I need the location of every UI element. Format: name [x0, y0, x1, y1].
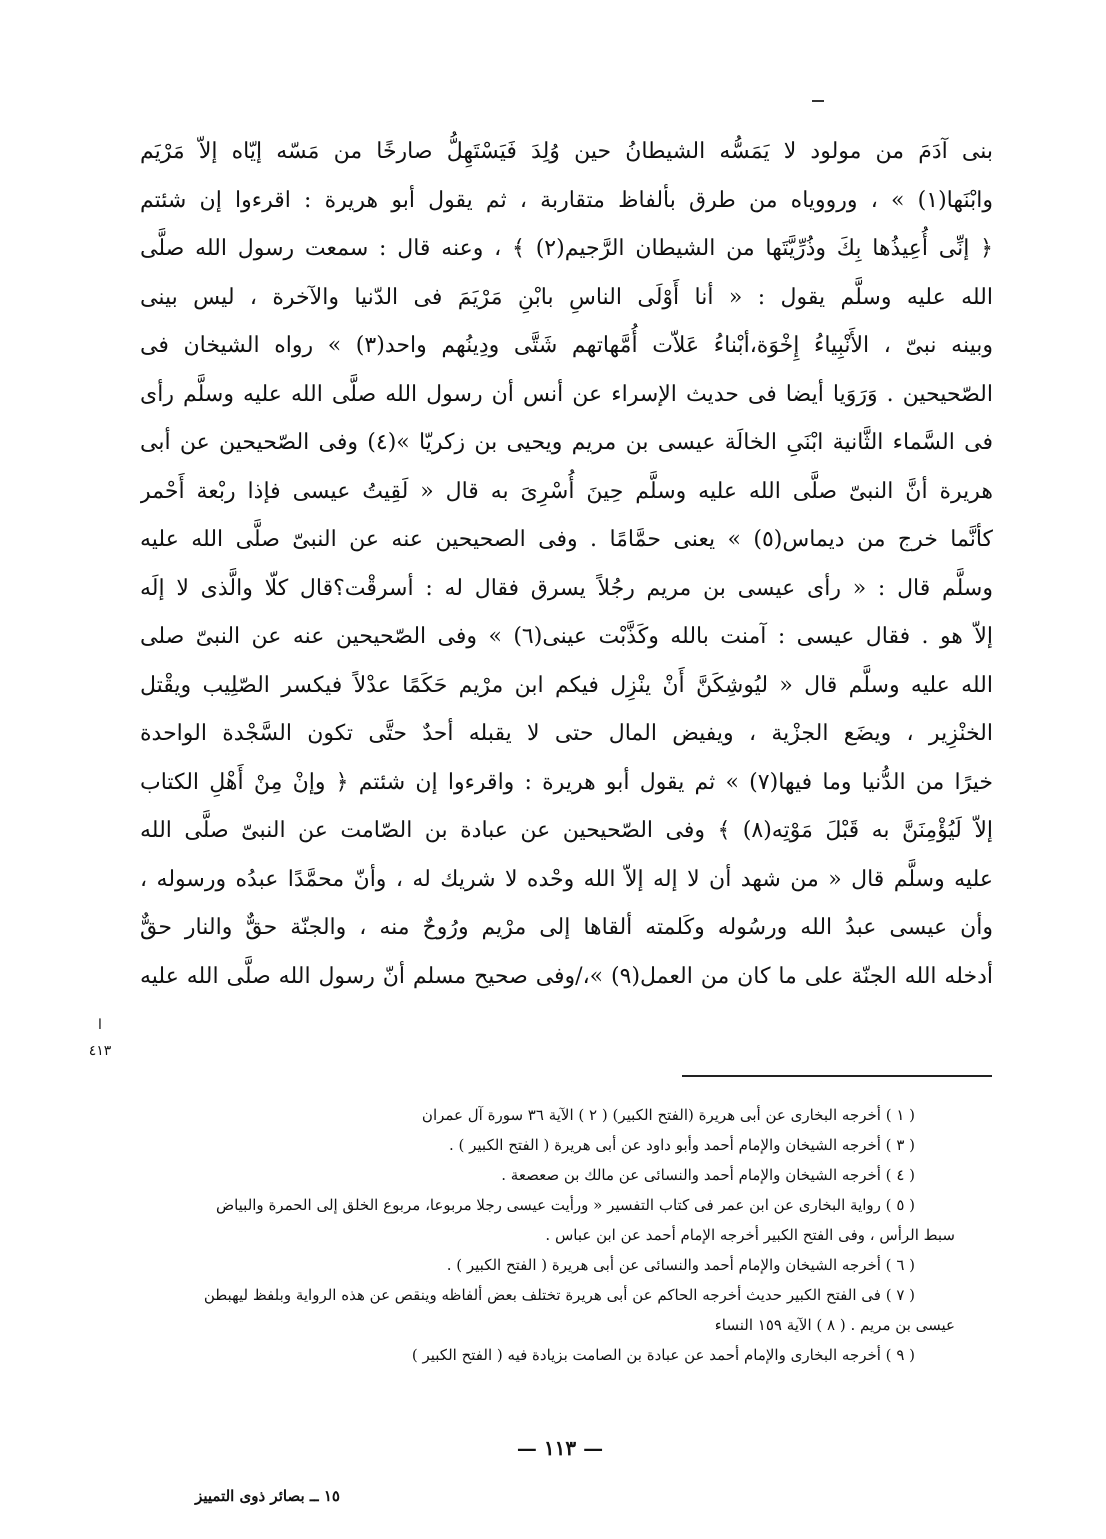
footnote: ( ٥ ) رواية البخارى عن ابن عمر فى كتاب التفسير « ورأيت عيسى رجلا مربوعا، مربوع الخلق إلى الحمرة والبياض	[215, 1196, 915, 1214]
text-line: بنى آدَمَ من مولود لا يَمَسُّه الشيطانُ حين وُلِدَ فَيَسْتَهِلُّ صارخًا من مَسّه إيّاه إلاّ مَرْيَم	[140, 139, 993, 164]
text-line: وسلَّم قال : « رأى عيسى بن مريم رجُلاً يسرق فقال له : أسرقْت؟قال كلّا والَّذى لا إلَه	[140, 575, 993, 601]
page-number: — ١١٣ —	[516, 1436, 604, 1460]
text-line: وابْنَها(١) » ، ورووياه من طرق بألفاظ متقاربة ، ثم يقول أبو هريرة : اقرءوا إن شئتم	[140, 187, 993, 213]
text-line: أدخله الله الجنّة على ما كان من العمل(٩) »،/وفى صحيح مسلم أنّ رسول الله صلَّى الله عليه	[140, 963, 993, 989]
text-line: الله عليه وسلَّم يقول : « أنا أَوْلَى الناسِ بابْنِ مَرْيَمَ فى الدّنيا والآخرة ، ليس بينى	[140, 284, 993, 310]
text-line: وأن عيسى عبدُ الله ورسُوله وكَلمته ألقاها إلى مرْيم ورُوحٌ منه ، والجنّة حقٌّ والنار حقٌّ	[140, 915, 993, 940]
text-line: كأنَّما خرج من ديماس(٥) » يعنى حمَّامًا . وفى الصحيحين عنه عن النبىّ صلَّى الله عليه	[140, 527, 993, 552]
text-line: الصّحيحين . وَرَوَيا أيضا فى حديث الإسراء عن أنس أن رسول الله صلَّى الله عليه وسلَّم رأى	[140, 381, 993, 407]
top-dash-mark	[812, 100, 824, 102]
text-line: إلاّ لَيُؤْمِنَنَّ به قَبْلَ مَوْتِه(٨) ﴾ وفى الصّحيحين عن عبادة بن الصّامت عن النبىّ صلَّى الله	[140, 818, 993, 843]
footnote: ( ١ ) أخرجه البخارى عن أبى هريرة (الفتح الكبير) ( ٢ ) الآية ٣٦ سورة آل عمران	[421, 1106, 915, 1124]
text-line: خيرًا من الدُّنيا وما فيها(٧) » ثم يقول أبو هريرة : واقرءوا إن شئتم ﴿ وإنْ مِنْ أَهْلِ الكتاب	[140, 769, 993, 795]
footnote-continuation: سبط الرأس ، وفى الفتح الكبير أخرجه الإمام أحمد عن ابن عباس .	[545, 1226, 955, 1244]
text-line: إلاّ هو . فقال عيسى : آمنت بالله وكَذَّبْت عينى(٦) » وفى الصّحيحين عنه عن النبىّ صلى	[140, 624, 993, 649]
text-line: وبينه نبىّ ، الأَنْبِياءُ إِخْوَة،أبْناءُ عَلاّت أُمَّهاتهم شَتَّى ودِينُهم واحد(٣) » رواه الشيخان فى	[140, 333, 993, 358]
footnote-continuation: عيسى بن مريم . ( ٨ ) الآية ١٥٩ النساء	[714, 1316, 955, 1334]
text-line: الخنْزِير ، ويضَع الجزْية ، ويفيض المال حتى لا يقبله أحدٌ حتَّى تكون السَّجْدة الواحدة	[140, 721, 993, 746]
footnote: ( ٧ ) فى الفتح الكبير حديث أخرجه الحاكم عن أبى هريرة تختلف بعض ألفاظه وينقص عن هذه الرواية وبلفظ ليهبطن	[203, 1286, 915, 1304]
text-line: عليه وسلَّم قال « من شهد أن لا إله إلاّ الله وحْده لا شريك له ، وأنّ محمَّدًا عبدُه ورسوله ،	[140, 866, 993, 892]
margin-reference	[80, 1012, 120, 1064]
footnote: ( ٣ ) أخرجه الشيخان والإمام أحمد وأبو داود عن أبى هريرة ( الفتح الكبير ) .	[448, 1136, 915, 1154]
footnote-separator	[682, 1075, 992, 1077]
text-line: الله عليه وسلَّم قال « ليُوشِكَنَّ أَنْ ينْزِل فيكم ابن مرْيم حَكَمًا عدْلاً فيكسر الصّلِيب ويقْتل	[140, 672, 993, 698]
footnote: ( ٩ ) أخرجه البخارى والإمام أحمد عن عبادة بن الصامت بزيادة فيه ( الفتح الكبير )	[411, 1346, 915, 1364]
main-text-block	[140, 128, 993, 1001]
text-line: هريرة أنَّ النبىّ صلَّى الله عليه وسلَّم حِينَ أُسْرِىَ به قال « لَقِيتُ عيسى فإذا ربْعة أَحْمر	[140, 478, 993, 504]
text-line: ﴿ إنِّى أُعِيذُها بِكَ وذُرِّيَّتَها من الشيطان الرَّجيم(٢) ﴾ ، وعنه قال : سمعت رسول الله صلَّى	[140, 236, 993, 261]
footnote: ( ٦ ) أخرجه الشيخان والإمام أحمد والنسائى عن أبى هريرة ( الفتح الكبير ) .	[446, 1256, 915, 1274]
margin-reference-mark: ا	[98, 1017, 102, 1033]
footnotes-block	[150, 1100, 955, 1370]
margin-reference-number: ٤١٣	[88, 1043, 112, 1059]
footnote: ( ٤ ) أخرجه الشيخان والإمام أحمد والنسائى عن مالك بن صعصعة .	[501, 1166, 915, 1184]
text-line: فى السَّماء الثَّانية ابْنَىِ الخالَة عيسى بن مريم ويحيى بن زكريّا »(٤) وفى الصّحيحين عن أبى	[140, 430, 993, 455]
printer-signature: ١٥ ــ بصائر ذوى التمييز	[195, 1487, 340, 1505]
